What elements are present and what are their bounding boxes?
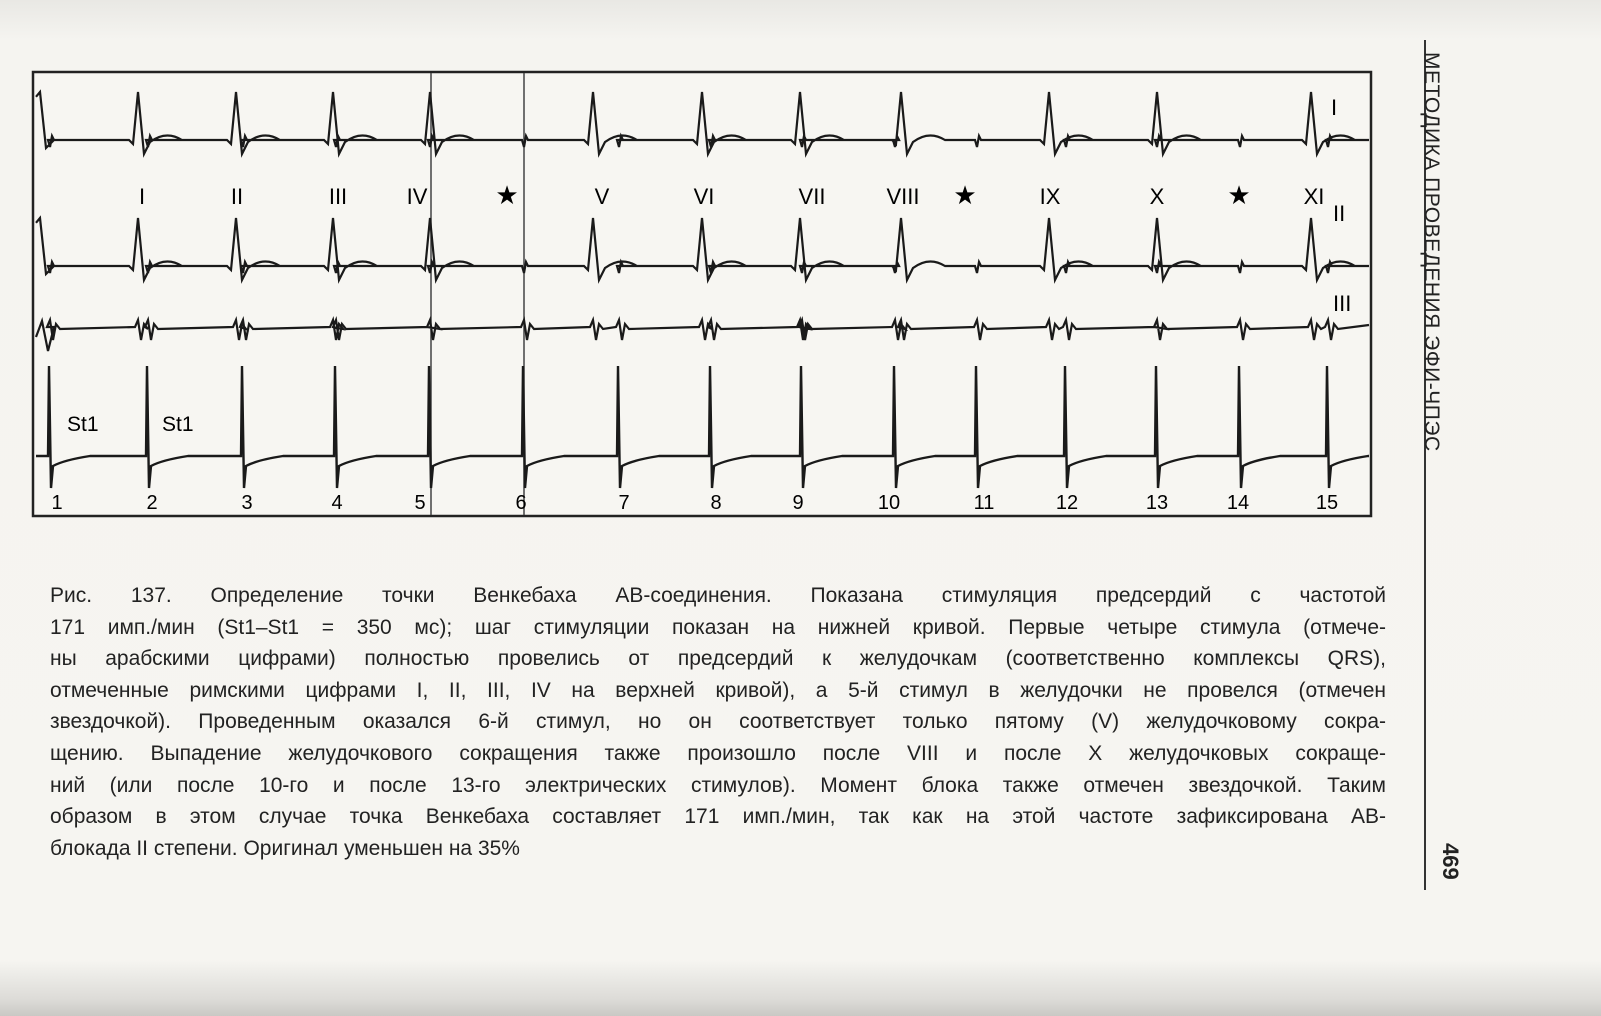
caption-line: блокада II степени. Оригинал уменьшен на 35% xyxy=(50,836,520,860)
roman-label: VII xyxy=(798,184,826,209)
stim-number: 6 xyxy=(515,492,527,514)
lead-label-2: II xyxy=(1333,201,1346,226)
stim-number: 13 xyxy=(1145,492,1169,514)
running-header: МЕТОДИКА ПРОВЕДЕНИЯ ЭФИ-ЧПЭС xyxy=(1420,52,1443,452)
roman-label: IV xyxy=(406,184,428,209)
roman-label: XI xyxy=(1303,184,1325,209)
stim-number: 9 xyxy=(792,492,804,514)
caption-line: щению. Выпадение желудочкового сокращения также произошло после VIII и после X желудочковых сокраще- xyxy=(50,741,1386,765)
caption-line: образом в этом случае точка Венкебаха составляет 171 имп./мин, так как на этой частоте зафиксирована АВ- xyxy=(50,805,1386,829)
stim-label-1: St1 xyxy=(67,413,99,436)
stim-number: 15 xyxy=(1315,492,1339,514)
stim-number: 3 xyxy=(241,492,253,514)
star-marker: ★ xyxy=(1227,180,1251,210)
stim-number: 5 xyxy=(414,492,426,514)
stim-number: 8 xyxy=(710,492,722,514)
roman-label: VIII xyxy=(886,184,920,209)
caption-line: 171 имп./мин (St1–St1 = 350 мс); шаг стимуляции показан на нижней кривой. Первые четыре стимула (отмече- xyxy=(50,615,1386,639)
page-number: 469 xyxy=(1438,843,1463,880)
stim-label-2: St1 xyxy=(162,413,194,436)
roman-label: II xyxy=(230,184,244,209)
caption-line: звездочкой). Проведенным оказался 6-й стимул, но он соответствует только пятому (V) желудочковому сокра- xyxy=(50,710,1386,734)
stim-number: 12 xyxy=(1055,492,1079,514)
roman-label: I xyxy=(138,184,146,209)
star-marker: ★ xyxy=(953,180,977,210)
caption-line: ны арабскими цифрами) полностью провелись от предсердий к желудочкам (соответственно комплексы QRS), xyxy=(50,647,1386,671)
figure-caption xyxy=(50,580,1386,864)
stim-number: 7 xyxy=(618,492,630,514)
caption-line: Рис. 137. Определение точки Венкебаха АВ-соединения. Показана стимуляция предсердий с частотой xyxy=(50,584,1386,607)
stim-number: 11 xyxy=(973,492,995,514)
stim-number: 1 xyxy=(51,492,63,514)
ecg-frame xyxy=(33,72,1371,516)
roman-label: X xyxy=(1149,184,1165,209)
star-marker: ★ xyxy=(495,180,519,210)
stim-number: 14 xyxy=(1226,492,1250,514)
roman-label: IX xyxy=(1039,184,1061,209)
stim-number: 4 xyxy=(331,492,343,514)
roman-label: III xyxy=(328,184,348,209)
roman-label: VI xyxy=(693,184,715,209)
stim-number: 2 xyxy=(146,492,158,514)
roman-label: V xyxy=(594,184,610,209)
caption-line: отмеченные римскими цифрами I, II, III, IV на верхней кривой), а 5-й стимул в желудочки не провелся (отмечен xyxy=(50,678,1386,702)
lead-label-1: I xyxy=(1331,95,1338,120)
lead-label-3: III xyxy=(1333,291,1352,316)
caption-line: ний (или после 10-го и после 13-го электрических стимулов). Момент блока также отмечен звездочкой. Таким xyxy=(50,773,1386,797)
stim-number: 10 xyxy=(877,492,901,514)
